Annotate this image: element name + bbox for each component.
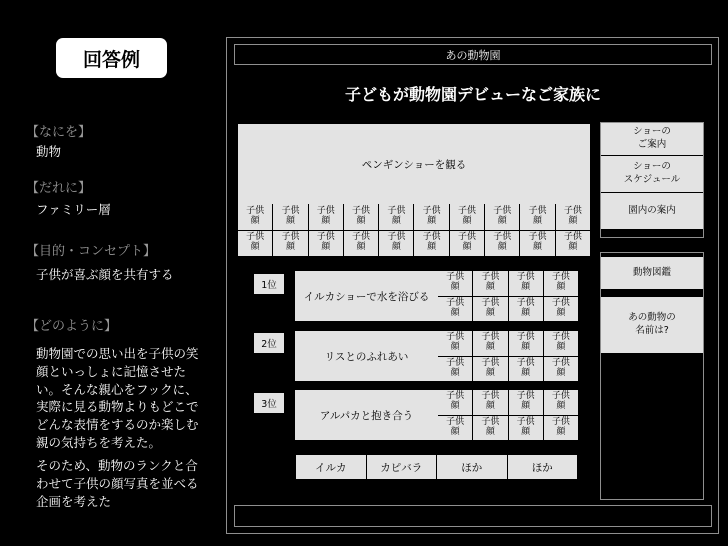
result-line: そのため、動物のランクと合 <box>36 458 198 473</box>
activity-item[interactable]: イルカショーで水を浴びる <box>295 271 438 321</box>
face-photo-grid <box>238 204 590 256</box>
child-face-cell <box>544 357 578 382</box>
child-face-cell <box>344 231 378 257</box>
child-face-cell <box>414 204 448 230</box>
tab-other[interactable]: ほか <box>508 455 578 479</box>
face-line-1: 子供 <box>516 272 535 283</box>
face-line-2: 顔 <box>568 242 578 253</box>
how-line: 動物園での思い出を子供の笑 <box>36 346 199 361</box>
face-line-2: 顔 <box>497 215 507 226</box>
face-line-1: 子供 <box>528 205 547 216</box>
result-line: 企画を考えた <box>36 493 112 509</box>
face-mini-grid <box>438 271 578 321</box>
tab-other[interactable]: ほか <box>437 455 507 479</box>
face-line-1: 子供 <box>446 357 465 368</box>
face-line-2: 顔 <box>450 426 460 437</box>
child-face-cell <box>473 390 507 415</box>
face-line-1: 子供 <box>481 297 500 308</box>
face-line-1: 子供 <box>551 357 570 368</box>
face-line-2: 顔 <box>391 215 401 226</box>
child-face-cell <box>485 204 519 230</box>
face-line-1: 子供 <box>352 232 371 243</box>
activity-item[interactable]: リスとのふれあい <box>295 331 438 381</box>
face-line-1: 子供 <box>246 205 265 216</box>
face-line-2: 顔 <box>533 242 543 253</box>
face-line-1: 子供 <box>551 272 570 283</box>
face-line-1: 子供 <box>446 332 465 343</box>
child-face-cell <box>544 271 578 296</box>
how-line: どんな表情をするのか楽しむ <box>36 417 199 432</box>
face-line-1: 子供 <box>246 232 265 243</box>
face-line-1: 子供 <box>422 232 441 243</box>
face-line-2: 顔 <box>391 242 401 253</box>
child-face-cell <box>273 231 307 257</box>
hero-banner[interactable]: ペンギンショーを観る <box>238 124 590 204</box>
face-line-2: 顔 <box>450 367 460 378</box>
child-face-cell <box>414 231 448 257</box>
face-line-2: 顔 <box>462 215 472 226</box>
face-line-2: 顔 <box>485 307 495 318</box>
child-face-cell <box>509 390 543 415</box>
face-line-1: 子供 <box>387 232 406 243</box>
child-face-cell <box>509 271 543 296</box>
tab-capybara[interactable]: カピバラ <box>367 455 437 479</box>
face-line-2: 顔 <box>356 242 366 253</box>
face-line-2: 顔 <box>533 215 543 226</box>
answer-example-badge: 回答例 <box>56 38 167 78</box>
face-mini-grid <box>438 390 578 440</box>
child-face-cell <box>309 231 343 257</box>
concept-label: 【目的・コンセプト】 <box>26 244 157 259</box>
who-value: ファミリー層 <box>36 202 111 217</box>
encyclopedia-button[interactable] <box>601 257 703 289</box>
face-line-2: 顔 <box>485 282 495 293</box>
child-face-cell <box>309 204 343 230</box>
face-line-2: 顔 <box>485 367 495 378</box>
child-face-cell <box>544 297 578 322</box>
how-line: 実際に見る動物よりもどこで <box>36 399 199 415</box>
face-line-2: 顔 <box>521 307 531 318</box>
face-line-1: 子供 <box>446 297 465 308</box>
face-line-2: 顔 <box>521 401 531 412</box>
child-face-cell <box>379 231 413 257</box>
face-line-2: 顔 <box>450 342 460 353</box>
child-face-cell <box>344 204 378 230</box>
face-line-1: 子供 <box>551 391 570 402</box>
face-line-2: 顔 <box>321 215 331 226</box>
face-line-1: 子供 <box>422 205 441 216</box>
child-face-cell <box>509 297 543 322</box>
child-face-cell <box>238 231 272 257</box>
face-line-2: 顔 <box>427 215 437 226</box>
face-line-1: 子供 <box>352 205 371 216</box>
park-guide-button[interactable] <box>601 193 703 229</box>
result-text <box>36 457 199 510</box>
face-line-2: 顔 <box>556 367 566 378</box>
how-label: 【どのように】 <box>26 319 118 334</box>
child-face-cell <box>450 231 484 257</box>
face-line-2: 顔 <box>250 215 260 226</box>
animal-tabs <box>296 455 577 479</box>
show-guide-label: ショーの ご案内 <box>633 126 671 150</box>
face-line-2: 顔 <box>497 242 507 253</box>
face-line-2: 顔 <box>521 367 531 378</box>
face-line-2: 顔 <box>321 242 331 253</box>
activity-item[interactable]: アルパカと抱き合う <box>295 390 438 440</box>
face-line-1: 子供 <box>516 391 535 402</box>
face-line-1: 子供 <box>281 205 300 216</box>
face-line-2: 顔 <box>485 342 495 353</box>
child-face-cell <box>544 416 578 441</box>
face-line-1: 子供 <box>563 205 582 216</box>
child-face-cell <box>509 331 543 356</box>
face-line-1: 子供 <box>457 205 476 216</box>
child-face-cell <box>438 390 472 415</box>
child-face-cell <box>438 357 472 382</box>
face-line-2: 顔 <box>485 426 495 437</box>
child-face-cell <box>438 297 472 322</box>
face-line-1: 子供 <box>551 297 570 308</box>
face-line-2: 顔 <box>556 342 566 353</box>
child-face-cell <box>438 416 472 441</box>
rank-badge: 3位 <box>254 393 284 413</box>
face-line-1: 子供 <box>481 272 500 283</box>
child-face-cell <box>544 390 578 415</box>
child-face-cell <box>450 204 484 230</box>
face-line-2: 顔 <box>485 401 495 412</box>
face-line-2: 顔 <box>462 242 472 253</box>
face-line-1: 子供 <box>551 332 570 343</box>
how-text <box>36 345 199 452</box>
child-face-cell <box>473 416 507 441</box>
face-line-2: 顔 <box>356 215 366 226</box>
face-line-2: 顔 <box>568 215 578 226</box>
face-line-1: 子供 <box>446 391 465 402</box>
child-face-cell <box>473 357 507 382</box>
face-line-1: 子供 <box>516 416 535 427</box>
face-line-1: 子供 <box>551 416 570 427</box>
face-line-1: 子供 <box>516 297 535 308</box>
face-line-2: 顔 <box>285 242 295 253</box>
face-line-1: 子供 <box>481 332 500 343</box>
child-face-cell <box>509 416 543 441</box>
child-face-cell <box>379 204 413 230</box>
show-schedule-button[interactable] <box>601 156 703 192</box>
child-face-cell <box>473 271 507 296</box>
face-line-1: 子供 <box>316 205 335 216</box>
face-line-1: 子供 <box>457 232 476 243</box>
face-line-2: 顔 <box>521 282 531 293</box>
face-line-2: 顔 <box>556 282 566 293</box>
child-face-cell <box>485 231 519 257</box>
face-line-2: 顔 <box>556 307 566 318</box>
child-face-cell <box>273 204 307 230</box>
face-line-2: 顔 <box>521 426 531 437</box>
tab-dolphin[interactable]: イルカ <box>296 455 366 479</box>
face-line-1: 子供 <box>481 357 500 368</box>
rank-badge: 1位 <box>254 274 284 294</box>
how-line: い。そんな親心をフックに、 <box>36 381 198 397</box>
result-line: わせて子供の顔写真を並べる <box>36 475 199 491</box>
face-line-2: 顔 <box>250 242 260 253</box>
encyclopedia-label: 動物図鑑 <box>632 266 671 278</box>
animal-names-label: あの動物の 名前は? <box>628 312 676 336</box>
concept-value: 子供が喜ぶ顔を共有する <box>36 267 174 282</box>
face-line-1: 子供 <box>493 205 512 216</box>
face-line-2: 顔 <box>450 282 460 293</box>
face-line-1: 子供 <box>446 416 465 427</box>
child-face-cell <box>556 204 590 230</box>
face-line-1: 子供 <box>563 232 582 243</box>
face-line-1: 子供 <box>316 232 335 243</box>
rank-badge: 2位 <box>254 333 284 353</box>
face-line-1: 子供 <box>481 416 500 427</box>
face-line-2: 顔 <box>427 242 437 253</box>
face-line-1: 子供 <box>516 332 535 343</box>
child-face-cell <box>438 331 472 356</box>
encyclopedia-sidebar-box <box>600 252 704 500</box>
child-face-cell <box>473 297 507 322</box>
face-line-1: 子供 <box>481 391 500 402</box>
face-line-2: 顔 <box>521 342 531 353</box>
child-face-cell <box>509 357 543 382</box>
child-face-cell <box>556 231 590 257</box>
how-line: 顔といっしょに記憶させた <box>36 363 187 379</box>
animal-names-button[interactable] <box>601 297 703 353</box>
face-line-1: 子供 <box>516 357 535 368</box>
what-label: 【なにを】 <box>26 125 92 140</box>
show-schedule-label: ショーの スケジュール <box>623 161 681 185</box>
footer-bar <box>234 505 712 527</box>
face-line-2: 顔 <box>285 215 295 226</box>
face-line-1: 子供 <box>281 232 300 243</box>
show-guide-button[interactable] <box>601 123 703 155</box>
face-line-2: 顔 <box>556 401 566 412</box>
how-line: 親の気持ちを考えた。 <box>36 434 162 450</box>
site-headline: 子どもが動物園デビューなご家族に <box>344 84 601 104</box>
child-face-cell <box>520 231 554 257</box>
face-line-1: 子供 <box>528 232 547 243</box>
face-line-1: 子供 <box>493 232 512 243</box>
child-face-cell <box>544 331 578 356</box>
face-line-2: 顔 <box>556 426 566 437</box>
child-face-cell <box>473 331 507 356</box>
face-line-2: 顔 <box>450 307 460 318</box>
face-mini-grid <box>438 331 578 381</box>
who-label: 【だれに】 <box>26 181 92 196</box>
site-title-bar: あの動物園 <box>234 44 712 65</box>
park-guide-label: 園内の案内 <box>628 204 676 216</box>
child-face-cell <box>520 204 554 230</box>
face-line-1: 子供 <box>387 205 406 216</box>
face-line-1: 子供 <box>446 272 465 283</box>
child-face-cell <box>238 204 272 230</box>
what-value: 動物 <box>36 144 62 159</box>
face-line-2: 顔 <box>450 401 460 412</box>
child-face-cell <box>438 271 472 296</box>
